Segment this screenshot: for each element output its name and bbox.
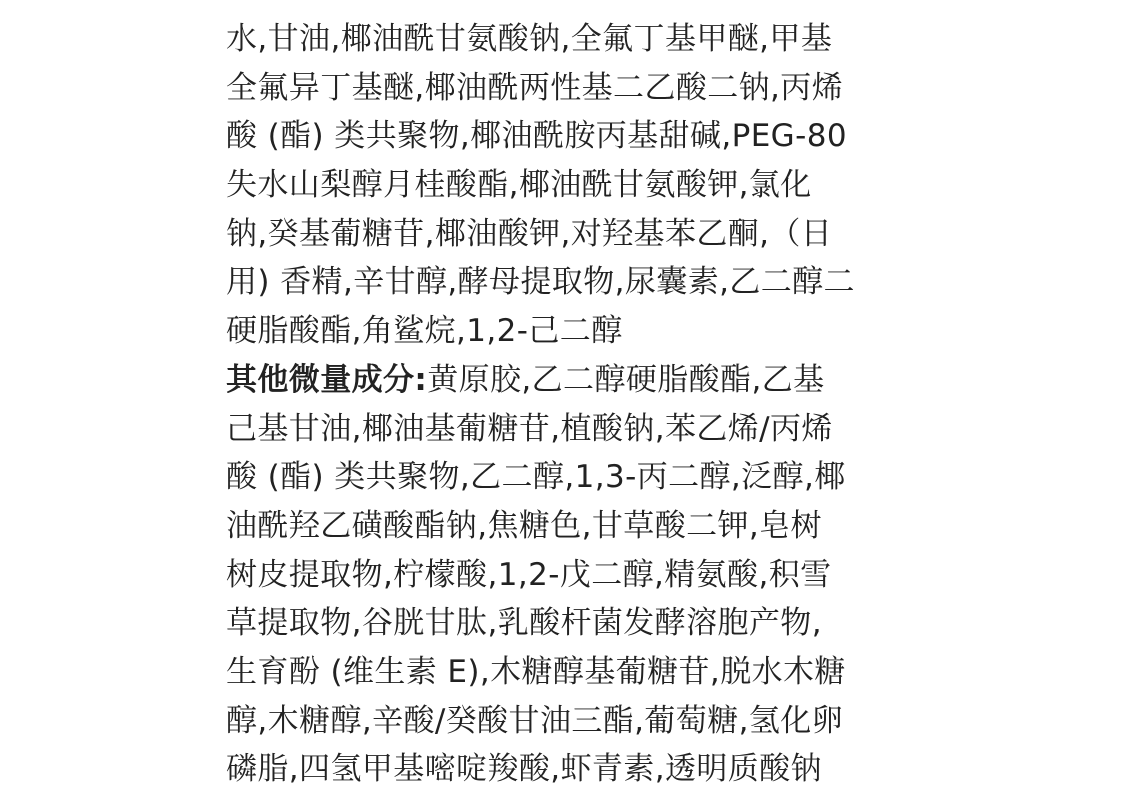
ingredient-line: 硬脂酸酯,角鲨烷,1,2-己二醇 [226, 313, 623, 350]
ingredient-text-block [226, 15, 926, 794]
ingredient-line: 失水山梨醇月桂酸酯,椰油酰甘氨酸钾,氯化 [226, 167, 812, 204]
ingredient-line: 酸 (酯) 类共聚物,椰油酰胺丙基甜碱,PEG-80 [226, 118, 847, 155]
trace-ingredient-line: 草提取物,谷胱甘肽,乳酸杆菌发酵溶胞产物, [226, 605, 822, 642]
trace-ingredient-line: 酸 (酯) 类共聚物,乙二醇,1,3-丙二醇,泛醇,椰 [226, 459, 846, 496]
ingredient-line: 用) 香精,辛甘醇,酵母提取物,尿囊素,乙二醇二 [226, 264, 855, 301]
trace-ingredients-header-line [226, 356, 926, 405]
trace-ingredient-line: 树皮提取物,柠檬酸,1,2-戊二醇,精氨酸,积雪 [226, 556, 832, 593]
trace-ingredient-line: 生育酚 (维生素 E),木糖醇基葡糖苷,脱水木糖 [226, 653, 846, 690]
trace-ingredient-text: 黄原胶,乙二醇硬脂酸酯,乙基 [427, 361, 825, 398]
trace-ingredient-line: 己基甘油,椰油基葡糖苷,植酸钠,苯乙烯/丙烯 [226, 410, 833, 447]
ingredient-line: 全氟异丁基醚,椰油酰两性基二乙酸二钠,丙烯 [226, 69, 844, 106]
trace-ingredient-line: 磷脂,四氢甲基嘧啶羧酸,虾青素,透明质酸钠 [226, 751, 822, 788]
trace-ingredient-line: 醇,木糖醇,辛酸/癸酸甘油三酯,葡萄糖,氢化卵 [226, 702, 844, 739]
ingredient-line: 钠,癸基葡糖苷,椰油酸钾,对羟基苯乙酮,（日 [226, 215, 833, 252]
trace-ingredient-line: 油酰羟乙磺酸酯钠,焦糖色,甘草酸二钾,皂树 [226, 507, 822, 544]
trace-ingredients-label: 其他微量成分: [226, 361, 428, 398]
ingredient-line: 水,甘油,椰油酰甘氨酸钠,全氟丁基甲醚,甲基 [226, 21, 833, 57]
